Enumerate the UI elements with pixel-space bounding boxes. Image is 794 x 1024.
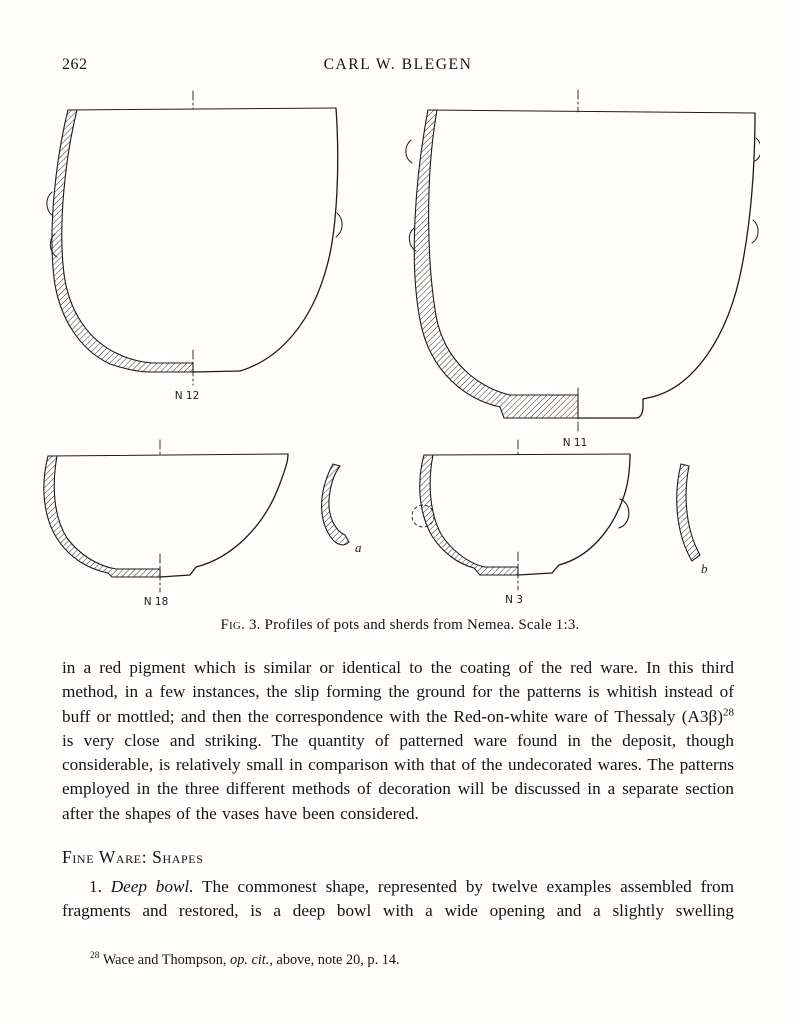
lug-bump [336,213,342,237]
section-hatch [52,110,193,372]
sherd-profile-b [677,464,700,561]
pot-label-n11: N 11 [562,437,588,449]
paragraph-red-pigment [62,656,734,826]
pot-profile-n3 [412,440,630,590]
section-heading-fine-ware-shapes: Fine Ware: Shapes [62,847,204,868]
lug-bump [47,192,53,216]
rim-line [48,454,288,456]
page-number: 262 [62,56,88,73]
pot-profile-n11 [406,90,760,432]
paragraph-text: in a red pigment which is similar or identical to the coating of the red ware. In this third method, in a few instances, the slip forming the ground for the patterns is whitish instead of buff or mottled; and then the correspondence with the Red-on-white ware of Thessaly (A3β) [62,658,734,726]
page-body [62,656,734,924]
pot-profile-n18 [44,440,288,592]
section-hatch [44,456,160,577]
section-hatch [420,455,518,575]
paragraph-deep-bowl [62,875,734,924]
rim-line [428,110,755,113]
list-number: 1. [89,877,111,897]
pot-label-n18: N 18 [143,596,169,608]
lug-bump [619,499,629,528]
sherd-section-hatch [677,464,700,561]
outline-right [518,454,630,575]
outline-right [240,108,338,371]
figure-caption [40,617,760,634]
outline-right [578,113,755,418]
running-head: CARL W. BLEGEN [323,56,473,73]
pot-label-n12: N 12 [174,390,200,402]
footnote-text: Wace and Thompson, [99,951,231,968]
paragraph-text: The commonest shape, represented by twelve examples assembled from fragments and restored, is a deep bowl with a wide opening and a slightly swelling [62,877,734,921]
sherd-label-a: a [355,540,362,555]
page-header [62,54,734,76]
sherd-label-b: b [701,561,708,576]
lug-bump [755,138,760,161]
outline-right [160,454,288,577]
footnote-reference-28: 28 [723,705,734,718]
shape-name-italic: Deep bowl. [110,877,194,897]
base-line [193,371,240,372]
figure-caption-text: Profiles of pots and sherds from Nemea. Scale 1:3. [260,617,580,633]
footnote-italic-op-cit: op. cit. [230,951,270,968]
pot-profiles-drawing [40,88,760,610]
rim-line [424,454,630,455]
lug-bump [406,140,412,163]
section-hatch [414,110,578,418]
footnote-28 [62,951,734,970]
figure-3 [40,88,760,634]
sherd-section-hatch [322,464,349,545]
sherd-profile-a [322,464,349,545]
footnote-marker: 28 [90,950,100,961]
rim-line [68,108,336,110]
figure-caption-label: Fig. 3. [220,617,261,633]
footnote-text-continued: , above, note 20, p. 14. [269,951,400,968]
pot-label-n3: N 3 [505,594,523,606]
lug-bump [752,220,758,243]
pot-profile-n12 [47,91,342,385]
paragraph-text-continued: is very close and striking. The quantity of patterned ware found in the deposit, though considerable, is relatively small in comparison with that of the undecorated wares. The patterns employed in the three different methods of decoration will be discussed in a separate section after the shapes of the vases have been considered. [62,730,734,823]
